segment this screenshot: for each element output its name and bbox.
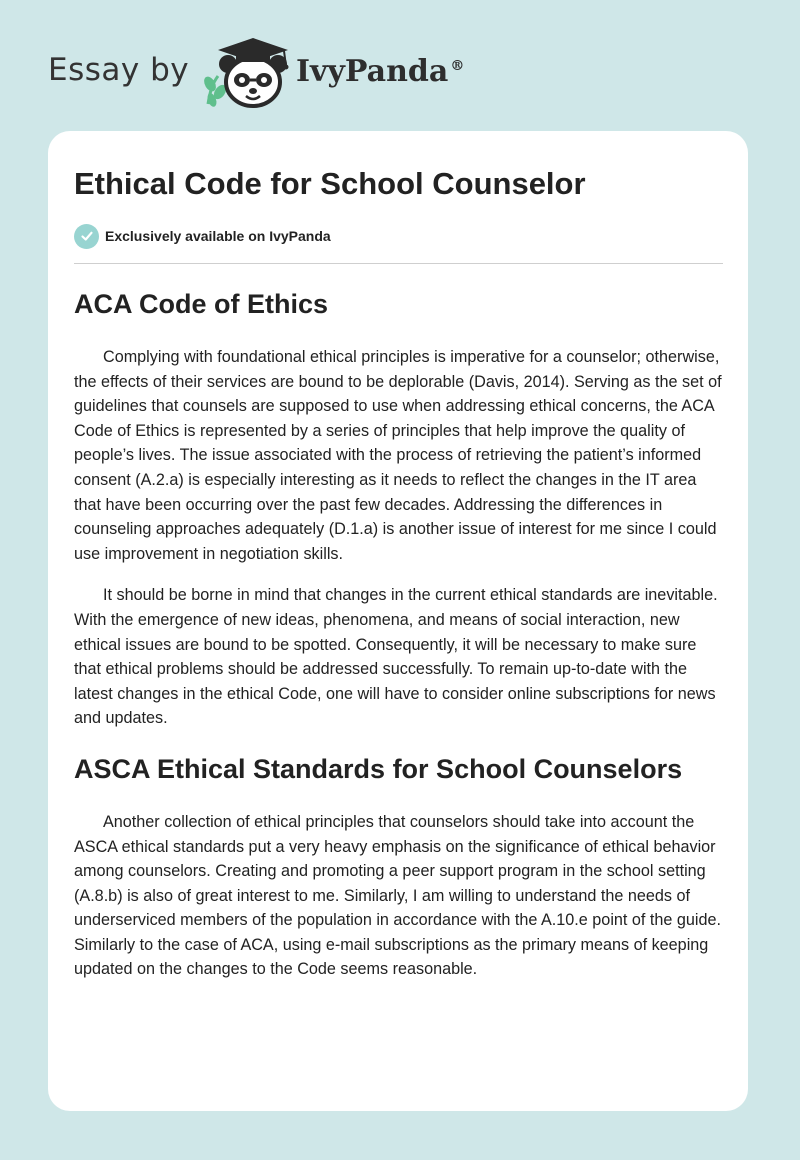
panda-logo-icon[interactable] xyxy=(198,34,294,110)
section-heading-asca: ASCA Ethical Standards for School Counselors xyxy=(74,753,683,784)
article-card xyxy=(48,131,748,1111)
article-title: Ethical Code for School Counselor xyxy=(74,166,586,201)
exclusive-label: Exclusively available on IvyPanda xyxy=(105,228,331,244)
article-content xyxy=(74,165,723,982)
paragraph: Another collection of ethical principles that counselors should take into account the ASCA ethical standards put a very heavy emphasis on the significance of ethical behavior among counselors. Creating and promoting a peer support program in the school setting (A.8.b) is also of great interest to me. Similarly, I am willing to understand the needs of underserviced members of the population in accordance with the A.10.e point of the guide. Similarly to the case of ACA, using e-mail subscriptions as the primary means of keeping updated on the changes to the Code seems reasonable. xyxy=(74,812,722,979)
paragraph: It should be borne in mind that changes in the current ethical standards are inevitable. With the emergence of new ideas, phenomena, and means of social interaction, new ethical issues are bound to be spotted. Consequently, it will be necessary to make sure that ethical problems should be addressed successfully. To remain up-to-date with the latest changes in the ethical Code, one will have to consider online subscriptions for news and updates. xyxy=(74,586,718,728)
divider xyxy=(74,263,723,264)
paragraph: Complying with foundational ethical principles is imperative for a counselor; otherwise, the effects of their services are bound to be deplorable (Davis, 2014). Serving as the set of guidelines that counsels are supposed to use when addressing ethical concerns, the ACA Code of Ethics is represented by a series of principles that help improve the quality of people’s lives. The issue associated with the process of retrieving the patient’s informed consent (A.2.a) is especially interesting as it needs to reflect the changes in the IT area that have been occurring over the past few decades. Addressing the differences in counseling approaches adequately (D.1.a) is another issue of interest for me since I could use improvement in negotiation skills. xyxy=(74,348,722,563)
exclusive-badge xyxy=(74,223,723,249)
site-header xyxy=(48,34,508,110)
brand-name[interactable]: IvyPanda ® xyxy=(296,54,465,89)
section-heading-aca: ACA Code of Ethics xyxy=(74,289,329,319)
check-icon xyxy=(74,224,99,249)
essay-by-label: Essay by xyxy=(48,52,190,88)
registered-mark: ® xyxy=(450,58,465,74)
